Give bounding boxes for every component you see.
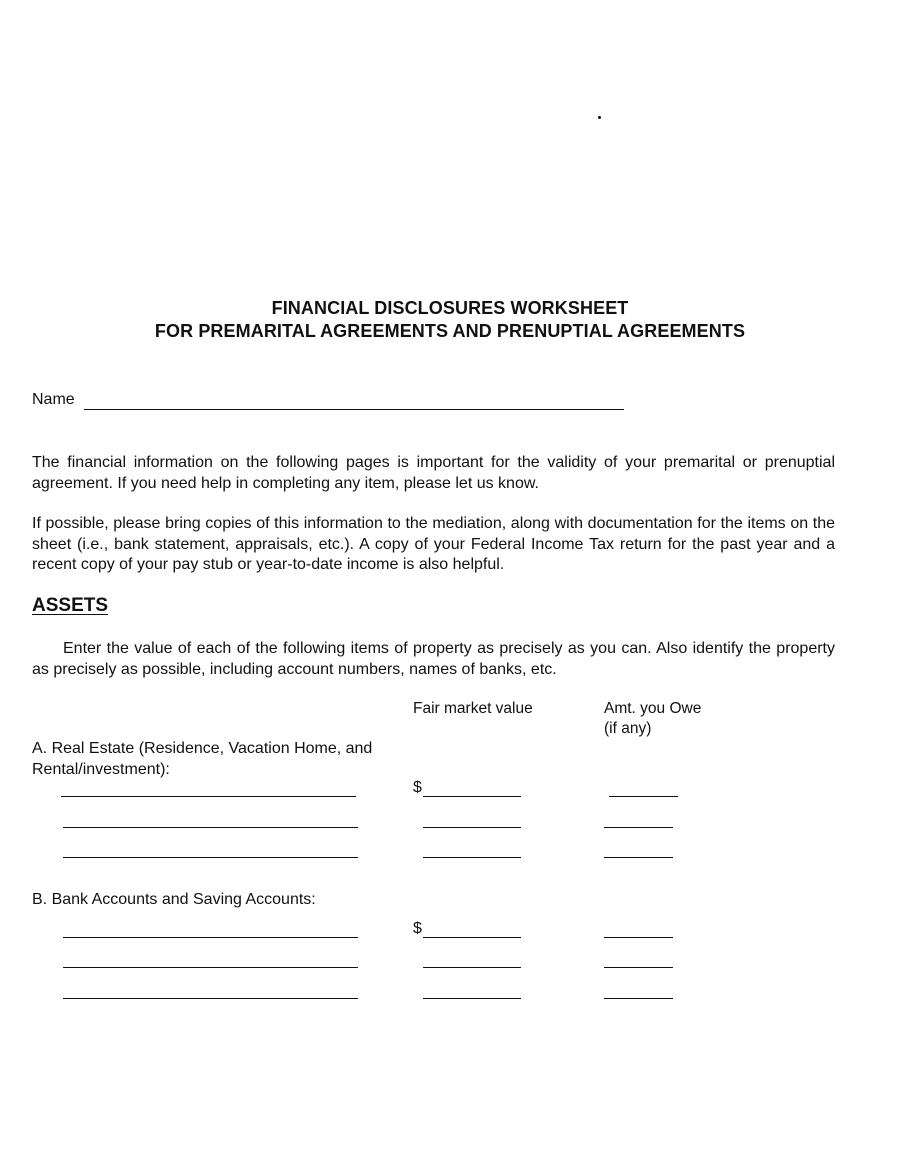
page-subtitle: FOR PREMARITAL AGREEMENTS AND PRENUPTIAL AGREEMENTS — [154, 321, 746, 341]
intro-paragraph-1: The financial information on the following pages is important for the validity of your premarital or prenuptial agreement. If you need help in completing any item, please let us know. — [32, 454, 835, 492]
bank-account-owed-field[interactable] — [604, 937, 673, 938]
column-header-amount-owed-line1: Amt. you Owe — [604, 700, 702, 717]
real-estate-description-field[interactable] — [61, 796, 356, 797]
category-b-label: B. Bank Accounts and Saving Accounts: — [32, 891, 316, 908]
column-header-amount-owed-line2: (if any) — [604, 720, 652, 737]
column-header-fair-market-value: Fair market value — [413, 700, 533, 717]
real-estate-value-field[interactable] — [423, 857, 521, 858]
real-estate-description-field[interactable] — [63, 827, 358, 828]
dollar-sign: $ — [413, 920, 422, 937]
real-estate-owed-field[interactable] — [609, 796, 678, 797]
page-title: FINANCIAL DISCLOSURES WORKSHEET — [271, 298, 629, 318]
bank-account-description-field[interactable] — [63, 967, 358, 968]
dollar-sign: $ — [413, 779, 422, 796]
bank-account-owed-field[interactable] — [604, 967, 673, 968]
name-label: Name — [32, 391, 75, 408]
bank-account-description-field[interactable] — [63, 998, 358, 999]
bank-account-owed-field[interactable] — [604, 998, 673, 999]
real-estate-owed-field[interactable] — [604, 827, 673, 828]
real-estate-description-field[interactable] — [63, 857, 358, 858]
real-estate-value-field[interactable] — [423, 827, 521, 828]
intro-paragraph-2: If possible, please bring copies of this information to the mediation, along with documentation for the items on the sheet (i.e., bank statement, appraisals, etc.). A copy of your Federal Income Tax return for the past year and a recent copy of your pay stub or year-to-date income is also helpful. — [32, 515, 835, 573]
bank-account-value-field[interactable] — [423, 937, 521, 938]
real-estate-owed-field[interactable] — [604, 857, 673, 858]
column-header-amount-owed — [604, 699, 701, 739]
bank-account-description-field[interactable] — [63, 937, 358, 938]
bank-account-value-field[interactable] — [423, 967, 521, 968]
real-estate-value-field[interactable] — [423, 796, 521, 797]
name-field[interactable] — [84, 409, 624, 410]
assets-instructions: Enter the value of each of the following items of property as precisely as you can. Also identify the property as precisely as possible, including account numbers, names of banks, etc. — [32, 640, 835, 678]
stray-dot-mark — [598, 116, 601, 119]
bank-account-value-field[interactable] — [423, 998, 521, 999]
category-a-label: A. Real Estate (Residence, Vacation Home, and Rental/investment): — [32, 740, 373, 778]
assets-heading: ASSETS — [32, 595, 109, 616]
